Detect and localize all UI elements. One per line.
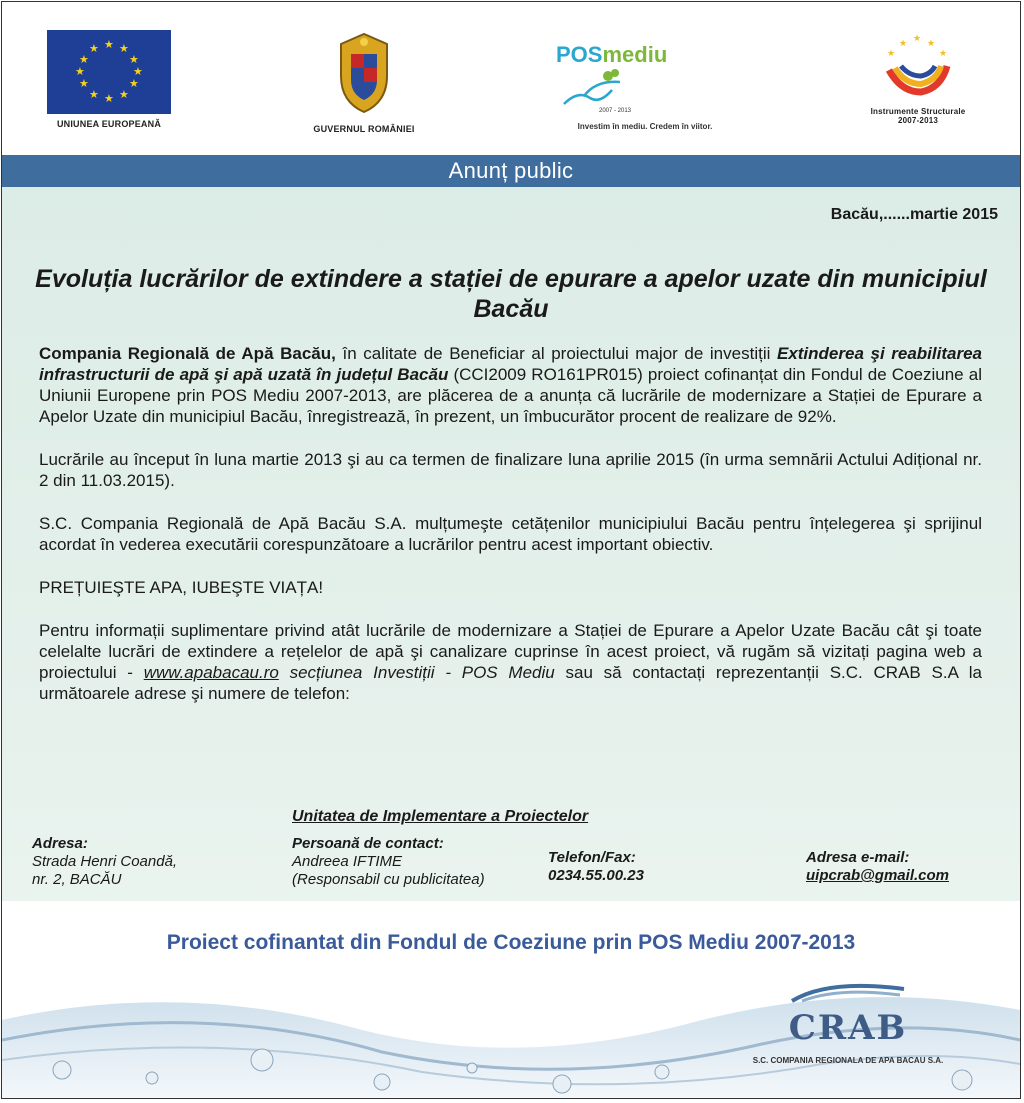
svg-text:★: ★ xyxy=(927,38,936,48)
paragraph-2: Lucrările au început în luna martie 2013 şi au ca termen de finalizare luna aprilie 2015 (în urma semnării Actului Adițional nr. 2 din 11.03.2015). xyxy=(39,450,982,490)
phone-block xyxy=(548,849,644,885)
pos-years: 2007 - 2013 xyxy=(598,108,632,114)
svg-text:★: ★ xyxy=(887,48,896,58)
eu-caption: UNIUNEA EUROPEANĂ xyxy=(56,119,162,129)
announcement-banner: Anunț public xyxy=(2,155,1020,187)
logo-header xyxy=(2,2,1020,154)
email-block xyxy=(806,849,949,885)
implementation-unit-title: Unitatea de Implementare a Proiectelor xyxy=(292,808,589,825)
paragraph-5: Pentru informații suplimentare privind atât lucrările de modernizare a Stației de Epurare a Apelor Uzate Bacău cât şi toate celelalte lucrări de extindere a rețelelor de apă şi canalizare cuprinse în acest proiect, vă rugăm să vizitați pagina web a proiectului - www.apabacau.ro secțiunea Investiții - POS Mediu sau să contactați reprezentanții S.C. CRAB S.A la următoarele adrese şi numere de telefon: xyxy=(39,621,982,703)
paragraph-1: Compania Regională de Apă Bacău, în calitate de Beneficiar al proiectului major de investiții Extinderea şi reabilitarea infrastructurii de apă şi apă uzată în județul Bacău (CCI2009 RO161PR015) proiect cofinanțat din Fondul de Coeziune al Uniunii Europene prin POS Mediu 2007-2013, are plăcerea de a anunța că lucrările de modernizare a Stației de Epurare a Apelor Uzate din municipiul Bacău, înregistrează, în prezent, un îmbucurător procent de realizare de 92%. xyxy=(39,344,982,426)
is-caption-1: Instrumente Structurale xyxy=(870,107,966,116)
contact-person-block xyxy=(292,835,485,889)
romanian-coat-of-arms-icon xyxy=(333,30,395,114)
crab-company-name: S.C. COMPANIA REGIONALA DE APA BACAU S.A. xyxy=(752,1056,944,1065)
government-caption: GUVERNUL ROMÂNIEI xyxy=(313,124,415,134)
paragraph-3: S.C. Compania Regională de Apă Bacău S.A. mulțumeşte cetățenilor municipiului Bacău pentru înțelegerea şi sprijinul acordat în vederea executării corespunzătoare a lucrărilor pentru acest important obiectiv. xyxy=(39,514,982,554)
eu-flag-icon: ★ ★ ★ ★ ★ ★ ★ ★ ★ ★ ★ ★ xyxy=(47,30,171,114)
government-logo xyxy=(302,30,426,134)
svg-text:★: ★ xyxy=(899,38,908,48)
email-heading: Adresa e-mail: xyxy=(806,849,910,866)
svg-text:★: ★ xyxy=(913,33,922,43)
website-link[interactable]: www.apabacau.ro xyxy=(143,663,279,682)
address-line-2: nr. 2, BACĂU xyxy=(32,871,122,888)
contact-person-role: (Responsabil cu publicitatea) xyxy=(292,871,485,888)
date-line: Bacău,......martie 2015 xyxy=(830,206,998,223)
phone-number: 0234.55.00.23 xyxy=(548,867,644,884)
pos-tagline: Investim în mediu. Credem în viitor. xyxy=(577,122,713,131)
footer xyxy=(2,901,1020,1099)
contact-person-heading: Persoană de contact: xyxy=(292,835,444,852)
website-section: secțiunea Investiții - POS Mediu xyxy=(278,663,555,682)
pos-mediu-logo xyxy=(550,42,740,131)
is-caption-2: 2007-2013 xyxy=(897,116,939,125)
address-line-1: Strada Henri Coandă, xyxy=(32,853,178,870)
notice-title: Evoluția lucrărilor de extindere a stației de epurare a apelor uzate din municipiul Bacău xyxy=(35,265,987,323)
pos-title-a: POS xyxy=(556,42,603,67)
slogan: PREȚUIEŞTE APA, IUBEŞTE VIAȚA! xyxy=(39,578,324,597)
address-heading: Adresa: xyxy=(32,835,88,852)
pos-title-b: mediu xyxy=(602,42,668,67)
structural-instruments-logo xyxy=(858,32,978,125)
contact-person-name: Andreea IFTIME xyxy=(292,853,403,870)
water-drop-icon xyxy=(788,979,908,1003)
hands-leaf-icon xyxy=(560,68,630,108)
email-address[interactable]: uipcrab@gmail.com xyxy=(806,867,949,884)
address-block xyxy=(32,835,177,889)
public-notice xyxy=(1,1,1021,1099)
company-name: Compania Regională de Apă Bacău, xyxy=(39,344,336,363)
cofinancing-line: Proiect cofinantat din Fondul de Coeziune prin POS Mediu 2007-2013 xyxy=(166,931,856,954)
stars-swoosh-icon xyxy=(881,32,955,102)
notice-body xyxy=(2,187,1020,1099)
phone-heading: Telefon/Fax: xyxy=(548,849,636,866)
crab-wordmark: CRAB xyxy=(788,1008,908,1048)
notice-text xyxy=(39,343,982,726)
project-name: Extinderea şi reabilitarea infrastructurii de apă şi apă uzată în județul Bacău xyxy=(39,344,982,384)
eu-logo xyxy=(46,30,172,129)
svg-text:★: ★ xyxy=(939,48,948,58)
crab-logo xyxy=(748,979,948,1065)
